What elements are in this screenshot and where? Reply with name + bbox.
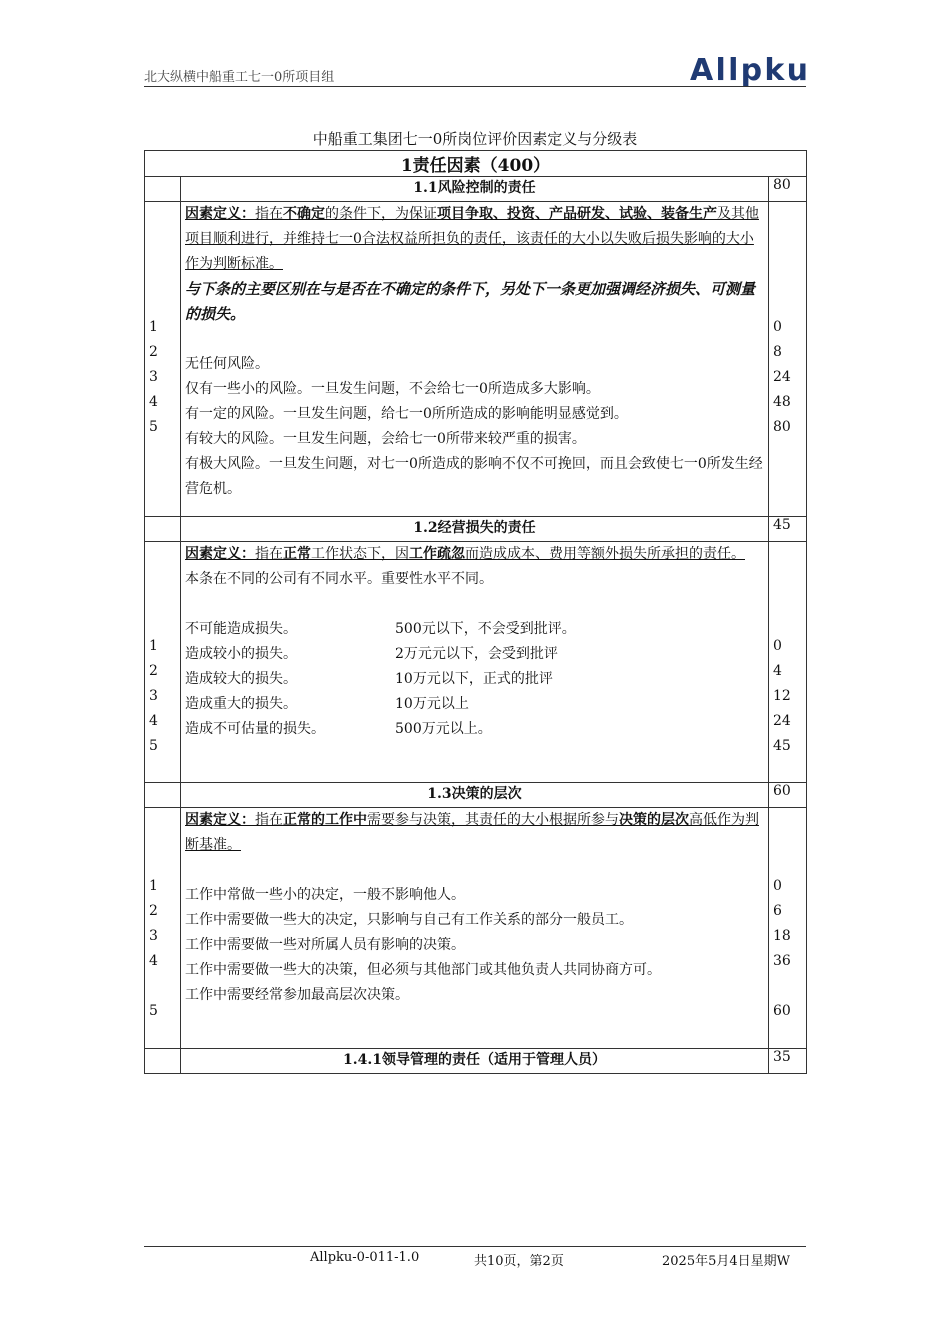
definition-text: 指在: [255, 206, 283, 222]
level-label: 造成较大的损失。: [185, 671, 297, 687]
level-number: 3: [149, 369, 158, 385]
level-description: 有一定的风险。一旦发生问题，给七一0所所造成的影响能明显感觉到。: [185, 406, 628, 422]
level-score: 60: [772, 1003, 791, 1019]
level-number: 4: [149, 394, 158, 410]
subsection-header-row: [145, 177, 807, 202]
footer-date: 2025年5月4日星期W: [662, 1254, 790, 1269]
level-description: [185, 692, 764, 717]
header-project-name: 北大纵横中船重工七一0所项目组: [144, 70, 335, 85]
subsection-title: 1.4.1领导管理的责任（适用于管理人员）: [181, 1049, 769, 1074]
header-rule: [144, 86, 806, 87]
factor-description: [181, 542, 769, 783]
level-label: 造成不可估量的损失。: [185, 721, 325, 737]
factor-description: [181, 808, 769, 1049]
level-number: 2: [149, 663, 158, 679]
level-label: 不可能造成损失。: [185, 621, 297, 637]
level-description: 工作中需要做一些大的决定，只影响与自己有工作关系的部分一般员工。: [185, 912, 633, 928]
level-description: 有较大的风险。一旦发生问题，会给七一0所带来较严重的损害。: [185, 431, 586, 447]
subsection-title: 1.1风险控制的责任: [181, 177, 769, 202]
definition-text: 需要参与决策，其责任的大小根据所参与: [367, 812, 619, 828]
level-number: 1: [149, 638, 158, 654]
level-score: 0: [772, 319, 782, 335]
allpku-logo: [690, 52, 810, 86]
definition-text: 指在: [255, 546, 283, 562]
level-number: 3: [149, 928, 158, 944]
level-description: 工作中常做一些小的决定，一般不影响他人。: [185, 887, 465, 903]
subsection-header-row: [145, 783, 807, 808]
level-score: 18: [772, 928, 791, 944]
level-score-column: [768, 202, 806, 517]
footer-page-number: 共10页，第2页: [474, 1254, 564, 1269]
level-score-column: [768, 808, 806, 1049]
level-score: 0: [772, 638, 782, 654]
definition-emphasis: 工作疏忽: [409, 546, 465, 562]
definition-emphasis: 决策的层次: [619, 812, 689, 828]
definition-text: 指在: [255, 812, 283, 828]
subsection-header-row: [145, 1049, 807, 1074]
subsection-body-row: [145, 202, 807, 517]
section-title: 1责任因素（400）: [145, 151, 807, 177]
subsection-body-row: [145, 808, 807, 1049]
definition-emphasis: 正常的工作中: [283, 812, 367, 828]
empty-cell: [145, 517, 181, 542]
level-score-column: [768, 542, 806, 783]
definition-label: 因素定义：: [185, 206, 255, 222]
level-number: 3: [149, 688, 158, 704]
level-score: 0: [772, 878, 782, 894]
level-number: 5: [149, 1003, 158, 1019]
level-description: [185, 642, 764, 667]
factor-definition: [185, 542, 764, 567]
definition-label: 因素定义：: [185, 546, 255, 562]
empty-cell: [145, 177, 181, 202]
level-threshold: 500元以下，不会受到批评。: [395, 621, 576, 637]
level-description: [185, 667, 764, 692]
evaluation-table: [144, 150, 807, 1074]
level-score: 6: [772, 903, 782, 919]
level-description: 工作中需要经常参加最高层次决策。: [185, 987, 409, 1003]
subsection-body-row: [145, 542, 807, 783]
level-description: 工作中需要做一些大的决策，但必须与其他部门或其他负责人共同协商方可。: [185, 962, 661, 978]
level-number: 4: [149, 713, 158, 729]
level-description: [185, 717, 764, 742]
subsection-points: 45: [768, 517, 806, 542]
definition-emphasis: 不确定: [283, 206, 325, 222]
level-score: 24: [772, 369, 791, 385]
level-score: 8: [772, 344, 782, 360]
definition-text: 的条件下，为保证: [325, 206, 437, 222]
level-description: 有极大风险。一旦发生问题，对七一0所造成的影响不仅不可挽回，而且会致使七一0所发生经营危机。: [185, 456, 763, 497]
level-score: 36: [772, 953, 791, 969]
level-number: 1: [149, 319, 158, 335]
level-number: 2: [149, 903, 158, 919]
footer-rule: [144, 1246, 806, 1247]
level-score: 45: [772, 738, 791, 754]
empty-cell: [145, 1049, 181, 1074]
factor-definition: [185, 202, 764, 277]
level-threshold: 500万元以上。: [395, 721, 492, 737]
definition-text: 而造成成本、费用等额外损失所承担的责任。: [465, 546, 745, 562]
definition-emphasis: 正常: [283, 546, 311, 562]
level-number: 1: [149, 878, 158, 894]
level-score: 80: [772, 419, 791, 435]
subsection-title: 1.2经营损失的责任: [181, 517, 769, 542]
document-title: 中船重工集团七一0所岗位评价因素定义与分级表: [312, 130, 638, 148]
definition-text: 工作状态下，因: [311, 546, 409, 562]
level-description: [185, 617, 764, 642]
factor-description: [181, 202, 769, 517]
level-score: 24: [772, 713, 791, 729]
level-description: 工作中需要做一些对所属人员有影响的决策。: [185, 937, 465, 953]
level-score: 4: [772, 663, 782, 679]
level-threshold: 10万元以下，正式的批评: [395, 671, 553, 687]
svg-text:Allpku: Allpku: [690, 53, 808, 86]
subsection-points: 80: [768, 177, 806, 202]
subsection-points: 35: [768, 1049, 806, 1074]
level-score: 48: [772, 394, 791, 410]
footer-doc-id: Allpku-0-011-1.0: [310, 1250, 420, 1265]
definition-emphasis: 项目争取、投资、产品研发、试验、装备生产: [437, 206, 717, 222]
factor-definition: [185, 808, 764, 858]
level-number: 5: [149, 419, 158, 435]
level-number-column: [145, 808, 181, 1049]
level-description: 无任何风险。: [185, 356, 269, 372]
level-label: 造成重大的损失。: [185, 696, 297, 712]
level-number-column: [145, 542, 181, 783]
section-row: [145, 151, 807, 177]
level-threshold: 10万元以上: [395, 696, 469, 712]
level-score: 12: [772, 688, 791, 704]
subsection-title: 1.3决策的层次: [181, 783, 769, 808]
level-threshold: 2万元元以下，会受到批评: [395, 646, 558, 662]
level-number: 2: [149, 344, 158, 360]
level-label: 造成较小的损失。: [185, 646, 297, 662]
level-number: 5: [149, 738, 158, 754]
definition-text: 高低作为判断基准。: [185, 812, 759, 853]
subsection-points: 60: [768, 783, 806, 808]
subsection-header-row: [145, 517, 807, 542]
level-number-column: [145, 202, 181, 517]
definition-text: 及其他项目顺利进行，并维持七一0合法权益所担负的责任，该责任的大小以失败后损失影响的大小作为判断标准。: [185, 206, 759, 272]
factor-note: 本条在不同的公司有不同水平。重要性水平不同。: [185, 571, 493, 587]
empty-cell: [145, 783, 181, 808]
factor-note: 与下条的主要区别在与是否在不确定的条件下，另处下一条更加强调经济损失、可测量的损失。: [185, 280, 756, 323]
definition-label: 因素定义：: [185, 812, 255, 828]
level-number: 4: [149, 953, 158, 969]
level-description: 仅有一些小的风险。一旦发生问题，不会给七一0所造成多大影响。: [185, 381, 600, 397]
